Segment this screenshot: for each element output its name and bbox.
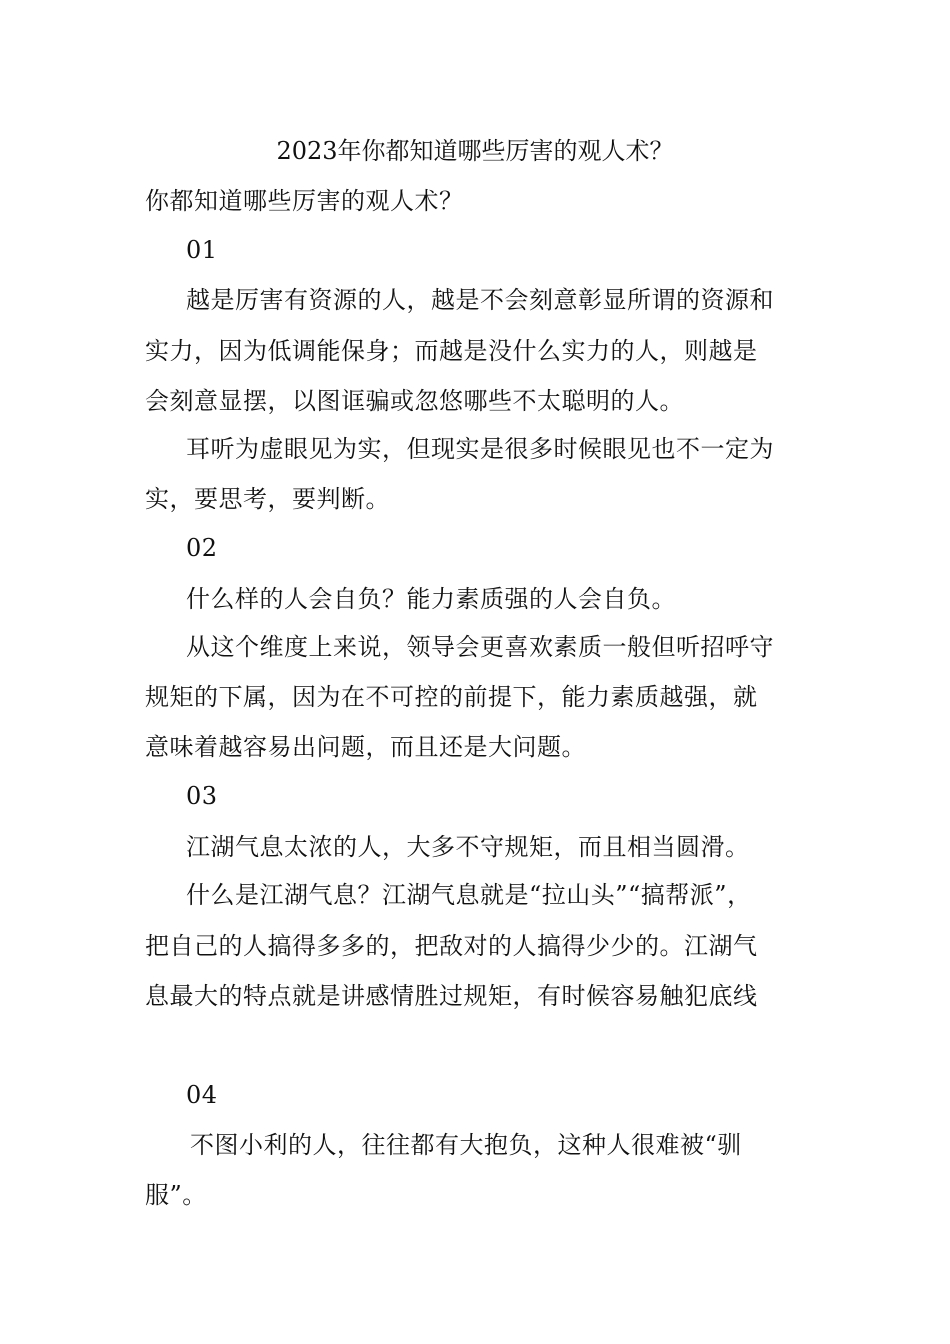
paragraph-line: 实，要思考，要判断。 (145, 485, 390, 513)
paragraph-line: 会刻意显摆，以图诓骗或忽悠哪些不太聪明的人。 (145, 387, 684, 415)
document-title: 2023年你都知道哪些厉害的观人术？ (276, 137, 674, 165)
paragraph-line: 越是厉害有资源的人，越是不会刻意彰显所谓的资源和 (186, 286, 774, 314)
section-number-03: 03 (186, 782, 218, 810)
paragraph-line: 什么是江湖气息？江湖气息就是“拉山头”“搞帮派”， (186, 881, 752, 909)
document-subtitle: 你都知道哪些厉害的观人术？ (145, 187, 464, 215)
paragraph-line: 实力，因为低调能保身；而越是没什么实力的人，则越是 (145, 337, 758, 365)
paragraph-line: 耳听为虚眼见为实，但现实是很多时候眼见也不一定为 (186, 435, 774, 463)
paragraph-line: 从这个维度上来说，领导会更喜欢素质一般但听招呼守 (186, 633, 774, 661)
paragraph-line: 江湖气息太浓的人，大多不守规矩，而且相当圆滑。 (186, 833, 750, 861)
paragraph-line: 把自己的人搞得多多的，把敌对的人搞得少少的。江湖气 (145, 932, 758, 960)
section-number-01: 01 (186, 236, 218, 264)
paragraph-line: 规矩的下属，因为在不可控的前提下，能力素质越强，就 (145, 683, 758, 711)
paragraph-line: 不图小利的人，往往都有大抱负，这种人很难被“驯 (190, 1131, 742, 1159)
paragraph-line: 息最大的特点就是讲感情胜过规矩，有时候容易触犯底线 (145, 982, 758, 1010)
paragraph-line: 意味着越容易出问题，而且还是大问题。 (145, 733, 586, 761)
paragraph-line: 服”。 (145, 1181, 207, 1209)
section-number-02: 02 (186, 534, 218, 562)
section-number-04: 04 (186, 1081, 218, 1109)
paragraph-line: 什么样的人会自负？能力素质强的人会自负。 (186, 585, 676, 613)
